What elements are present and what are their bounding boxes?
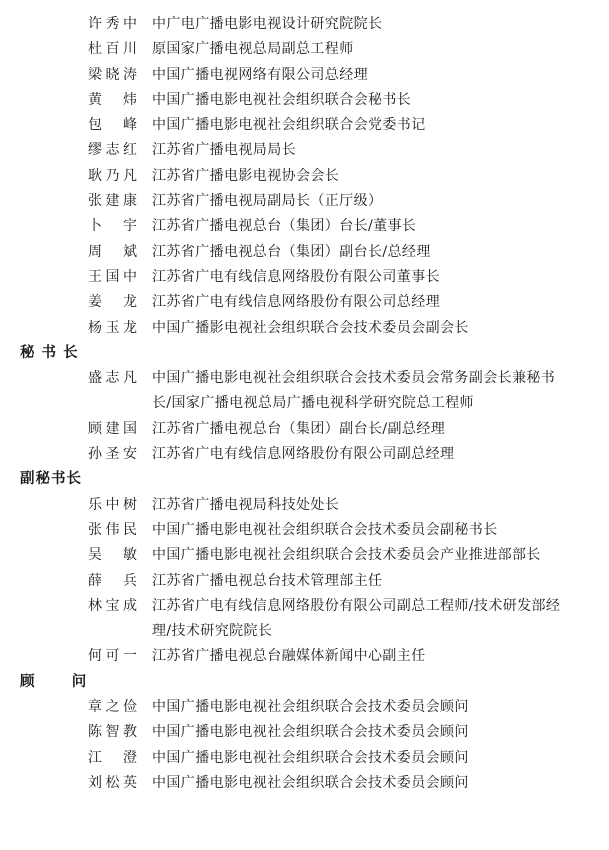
member-entry [0, 518, 609, 543]
member-title: 中国广播电影电视社会组织联合会技术委员会常务副会长兼秘书长/国家广播电视总局广播电视科学研究院总工程师 [152, 370, 556, 412]
member-entry [0, 569, 609, 594]
member-name: 章之俭 [88, 699, 138, 716]
member-title: 中国广播电影电视社会组织联合会技术委员会产业推进部部长 [152, 547, 541, 564]
member-title: 江苏省广播电视总台技术管理部主任 [152, 572, 383, 589]
member-entry [0, 493, 609, 518]
member-title: 中国广播电影电视社会组织联合会技术委员会顾问 [152, 724, 469, 741]
member-name: 何可一 [88, 648, 138, 665]
member-entry [0, 138, 609, 163]
member-name: 陈智教 [88, 724, 138, 741]
member-name: 耿乃凡 [88, 167, 138, 184]
member-name: 梁晓涛 [88, 66, 138, 83]
member-title: 中国广播电影电视社会组织联合会技术委员会副秘书长 [152, 521, 498, 538]
member-name: 江 澄 [88, 749, 138, 766]
member-name: 吴 敏 [88, 547, 138, 564]
member-title: 江苏省广播电视总台融媒体新闻中心副主任 [152, 648, 426, 665]
member-entry [0, 442, 609, 467]
member-entry [0, 240, 609, 265]
member-title: 江苏省广播电视局副局长（正厅级） [152, 193, 383, 210]
member-name: 周 斌 [88, 243, 138, 260]
member-title: 中国广播电视网络有限公司总经理 [152, 66, 368, 83]
member-name: 杨玉龙 [88, 319, 138, 336]
member-entry [0, 214, 609, 239]
member-entry [0, 63, 609, 88]
member-title: 江苏省广播电视总台（集团）台长/董事长 [152, 218, 417, 235]
member-title: 江苏省广电有线信息网络股份有限公司总经理 [152, 294, 440, 311]
member-name: 王国中 [88, 268, 138, 285]
section-heading: 副秘书长 [20, 471, 82, 488]
member-entry [0, 113, 609, 138]
member-title: 江苏省广电有线信息网络股份有限公司副总工程师/技术研发部经理/技术研究院院长 [152, 597, 561, 640]
member-entry [0, 417, 609, 442]
member-title: 江苏省广播电影电视协会会长 [152, 167, 340, 184]
member-name: 张建康 [88, 193, 138, 210]
member-entry [0, 88, 609, 113]
member-name: 乐中树 [88, 496, 138, 513]
member-title: 中国广播电影电视社会组织联合会技术委员会顾问 [152, 774, 469, 791]
member-title: 江苏省广电有线信息网络股份有限公司董事长 [152, 268, 440, 285]
member-entry [0, 316, 609, 341]
member-entry [0, 366, 609, 417]
member-title: 中国广播电影电视社会组织联合会技术委员会顾问 [152, 699, 469, 716]
member-entry [0, 746, 609, 771]
member-entry [0, 695, 609, 720]
member-entry [0, 265, 609, 290]
member-title: 江苏省广播电视总台（集团）副台长/副总经理 [152, 420, 446, 437]
member-entry [0, 189, 609, 214]
member-title: 原国家广播电视总局副总工程师 [152, 41, 354, 58]
member-entry [0, 164, 609, 189]
section-heading: 秘 书 长 [20, 344, 79, 361]
member-title: 中广电广播电影电视设计研究院院长 [152, 16, 383, 32]
member-entry [0, 290, 609, 315]
member-name: 黄 炜 [88, 91, 138, 108]
member-title: 中国广播电影电视社会组织联合会技术委员会顾问 [152, 749, 469, 766]
member-name: 许秀中 [88, 16, 138, 32]
member-entry [0, 720, 609, 745]
member-title: 江苏省广播电视总台（集团）副台长/总经理 [152, 243, 431, 260]
member-name: 包 峰 [88, 117, 138, 134]
section-heading: 顾 问 [20, 673, 88, 690]
member-name: 刘松英 [88, 774, 138, 791]
member-entry [0, 594, 609, 645]
member-title: 中国广播电影电视社会组织联合会秘书长 [152, 91, 412, 108]
member-name: 盛志凡 [88, 370, 138, 387]
member-name: 姜 龙 [88, 294, 138, 311]
member-entry [0, 771, 609, 796]
member-name: 张伟民 [88, 521, 138, 538]
member-title: 江苏省广电有线信息网络股份有限公司副总经理 [152, 446, 455, 463]
member-title: 中国广播影电视社会组织联合会技术委员会副会长 [152, 319, 469, 336]
member-name: 卜 宇 [88, 218, 138, 235]
member-entry [0, 37, 609, 62]
member-title: 中国广播电影电视社会组织联合会党委书记 [152, 117, 426, 134]
member-name: 杜百川 [88, 41, 138, 58]
member-entry [0, 12, 609, 37]
member-name: 薛 兵 [88, 572, 138, 589]
member-name: 顾建国 [88, 420, 138, 437]
member-name: 孙圣安 [88, 446, 138, 463]
member-list [0, 12, 609, 796]
member-title: 江苏省广播电视局科技处处长 [152, 496, 340, 513]
member-entry [0, 644, 609, 669]
member-entry [0, 543, 609, 568]
member-name: 缪志红 [88, 142, 138, 159]
member-title: 江苏省广播电视局局长 [152, 142, 296, 159]
member-name: 林宝成 [88, 597, 138, 614]
